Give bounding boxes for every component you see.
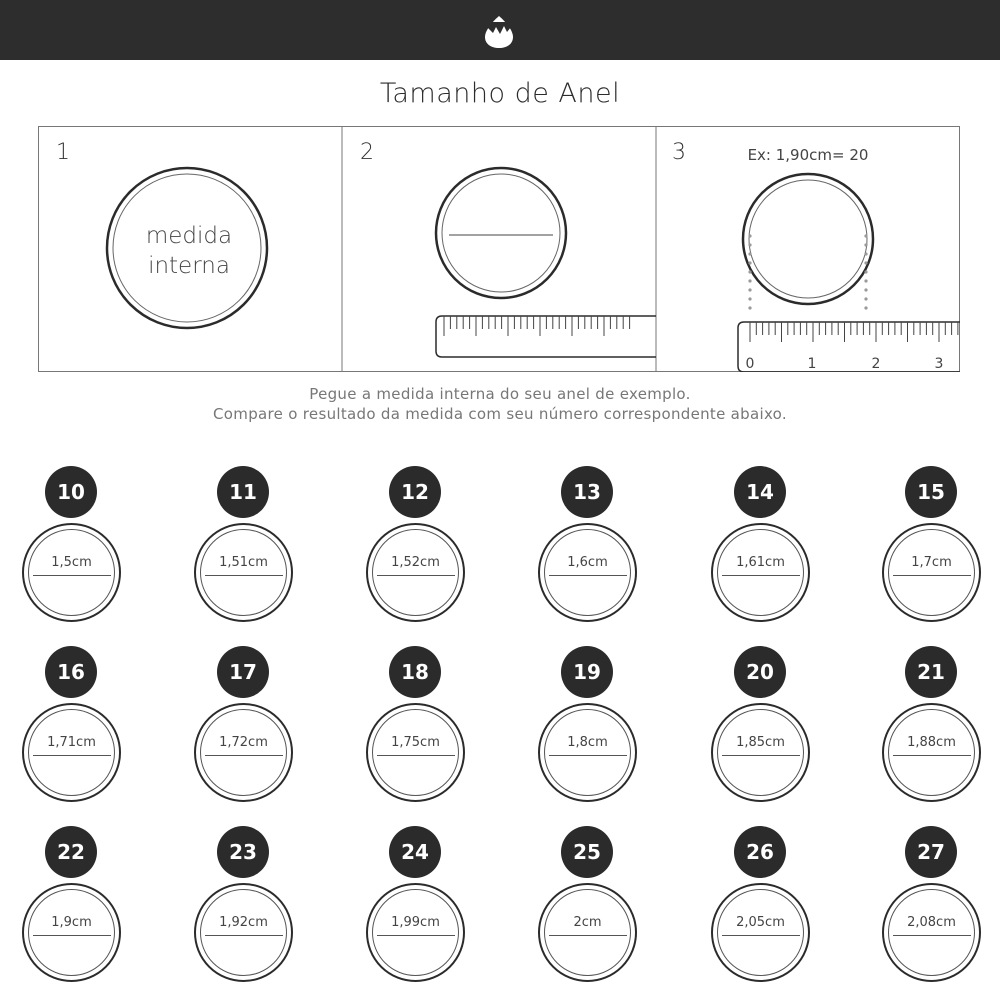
size-item: [189, 822, 299, 982]
size-badge: 11: [217, 466, 269, 518]
guide-dot: [748, 279, 751, 282]
ring-outer-circle: [194, 703, 293, 802]
size-item: [17, 822, 127, 982]
size-item: [877, 642, 987, 802]
size-badge: 16: [45, 646, 97, 698]
diameter-line: [893, 755, 971, 756]
ruler-ticks: [750, 322, 958, 342]
ring-inner-circle: [200, 889, 287, 976]
diameter-line: [33, 575, 111, 576]
ring-measure: 2cm: [573, 915, 602, 930]
ring-inner-circle: [372, 529, 459, 616]
size-item: [706, 462, 816, 622]
ring-outer-circle: [538, 703, 637, 802]
ring-measure: 1,85cm: [736, 735, 785, 750]
diameter-line: [205, 575, 283, 576]
guide-dot: [864, 297, 867, 300]
ring-measure: 1,9cm: [51, 915, 92, 930]
size-item: [17, 462, 127, 622]
size-badge: 21: [905, 646, 957, 698]
size-badge: 17: [217, 646, 269, 698]
guide-dot: [748, 252, 751, 255]
size-badge: 23: [217, 826, 269, 878]
size-badge: 22: [45, 826, 97, 878]
ring-inner-circle: [200, 529, 287, 616]
diameter-line: [722, 935, 800, 936]
step1-label-line2: interna: [148, 253, 230, 279]
ruler-ticks: [444, 316, 630, 336]
ring-outer-circle: [366, 883, 465, 982]
size-badge: 20: [734, 646, 786, 698]
ring-measure: 2,05cm: [736, 915, 785, 930]
step3-example: Ex: 1,90cm= 20: [747, 146, 869, 164]
size-item: [189, 462, 299, 622]
size-item: [17, 642, 127, 802]
guide-dot: [748, 270, 751, 273]
ring-measure: 1,61cm: [736, 555, 785, 570]
size-item: [361, 822, 471, 982]
ruler-label-0: 0: [745, 356, 755, 372]
ring-inner-circle: [28, 889, 115, 976]
ring-outer-circle: [538, 883, 637, 982]
ring-measure: 1,99cm: [391, 915, 440, 930]
ring-outer-circle: [711, 523, 810, 622]
size-item: [533, 462, 643, 622]
ring-measure: 1,92cm: [219, 915, 268, 930]
size-item: [189, 642, 299, 802]
ring-measure: 1,8cm: [567, 735, 608, 750]
ring-outer-circle: [22, 523, 121, 622]
guide-dot: [864, 270, 867, 273]
ring-outer-circle: [882, 523, 981, 622]
ring-measure: 1,6cm: [567, 555, 608, 570]
ring-inner-circle: [442, 174, 560, 292]
ring-outer-circle: [194, 523, 293, 622]
header-bar: [0, 0, 1000, 60]
diameter-line: [377, 935, 455, 936]
ring-measure: 1,75cm: [391, 735, 440, 750]
steps-illustration: [38, 126, 960, 372]
ring-outer-circle: [194, 883, 293, 982]
ring-inner-circle: [372, 889, 459, 976]
size-badge: 25: [561, 826, 613, 878]
ring-outer-circle: [882, 703, 981, 802]
diameter-line: [549, 575, 627, 576]
guide-dot: [864, 306, 867, 309]
step-number-1: 1: [56, 140, 70, 165]
size-grid: [0, 462, 1000, 992]
size-badge: 19: [561, 646, 613, 698]
ring-measure: 1,72cm: [219, 735, 268, 750]
ring-outer-circle: [436, 168, 566, 298]
size-item: [361, 462, 471, 622]
guide-dot: [748, 306, 751, 309]
instruction-line-2: Compare o resultado da medida com seu número correspondente abaixo.: [213, 405, 787, 423]
ring-measure: 1,51cm: [219, 555, 268, 570]
diameter-line: [205, 935, 283, 936]
ring-outer-circle: [743, 174, 873, 304]
measuring-steps: [38, 126, 960, 372]
guide-dot: [864, 252, 867, 255]
ring-outer-circle: [711, 703, 810, 802]
diameter-line: [377, 575, 455, 576]
page-title: Tamanho de Anel: [379, 78, 621, 109]
ring-measure: 1,71cm: [47, 735, 96, 750]
ring-inner-circle: [888, 709, 975, 796]
ring-outer-circle: [538, 523, 637, 622]
guide-dot: [748, 243, 751, 246]
guide-dot: [864, 234, 867, 237]
ring-inner-circle: [544, 889, 631, 976]
ring-inner-circle: [717, 889, 804, 976]
ring-inner-circle: [28, 529, 115, 616]
diameter-line: [893, 935, 971, 936]
ring-outer-circle: [22, 703, 121, 802]
ring-measure: 1,5cm: [51, 555, 92, 570]
diameter-line: [549, 935, 627, 936]
diameter-line: [893, 575, 971, 576]
ruler-label-3: 3: [934, 356, 944, 372]
egg-logo-icon: [482, 14, 516, 48]
ring-inner-circle: [544, 709, 631, 796]
guide-dot: [748, 261, 751, 264]
ring-inner-circle: [28, 709, 115, 796]
guide-dot: [748, 288, 751, 291]
diameter-line: [33, 755, 111, 756]
size-badge: 27: [905, 826, 957, 878]
diameter-line: [33, 935, 111, 936]
ring-inner-circle: [717, 529, 804, 616]
guide-dot: [864, 279, 867, 282]
ring-inner-circle: [372, 709, 459, 796]
ring-measure: 1,7cm: [911, 555, 952, 570]
size-item: [533, 822, 643, 982]
guide-dot: [748, 234, 751, 237]
size-badge: 13: [561, 466, 613, 518]
size-item: [706, 822, 816, 982]
ring-inner-circle: [200, 709, 287, 796]
guide-dot: [864, 288, 867, 291]
guide-dot: [864, 261, 867, 264]
diameter-line: [722, 755, 800, 756]
ring-outer-circle: [22, 883, 121, 982]
size-item: [877, 822, 987, 982]
instruction-line-1: Pegue a medida interna do seu anel de exemplo.: [309, 385, 691, 403]
guide-dot: [864, 243, 867, 246]
step-number-3: 3: [672, 140, 686, 165]
size-badge: 12: [389, 466, 441, 518]
size-badge: 18: [389, 646, 441, 698]
size-item: [877, 462, 987, 622]
ring-inner-circle: [544, 529, 631, 616]
size-badge: 10: [45, 466, 97, 518]
size-badge: 24: [389, 826, 441, 878]
size-badge: 26: [734, 826, 786, 878]
ring-outer-circle: [366, 523, 465, 622]
size-item: [706, 642, 816, 802]
size-badge: 15: [905, 466, 957, 518]
ring-outer-circle: [711, 883, 810, 982]
diameter-line: [205, 755, 283, 756]
ring-measure: 2,08cm: [907, 915, 956, 930]
step1-label-line1: medida: [145, 223, 233, 249]
step-number-2: 2: [360, 140, 374, 165]
ring-inner-circle: [749, 180, 867, 298]
ring-measure: 1,88cm: [907, 735, 956, 750]
size-item: [533, 642, 643, 802]
ring-outer-circle: [366, 703, 465, 802]
diameter-line: [549, 755, 627, 756]
diameter-line: [377, 755, 455, 756]
size-badge: 14: [734, 466, 786, 518]
diameter-line: [722, 575, 800, 576]
size-item: [361, 642, 471, 802]
instructions: [0, 384, 1000, 424]
ring-inner-circle: [888, 529, 975, 616]
ring-inner-circle: [888, 889, 975, 976]
ring-inner-circle: [717, 709, 804, 796]
ruler-label-1: 1: [807, 356, 817, 372]
guide-dot: [748, 297, 751, 300]
ruler-label-2: 2: [871, 356, 881, 372]
ring-outer-circle: [882, 883, 981, 982]
ring-measure: 1,52cm: [391, 555, 440, 570]
